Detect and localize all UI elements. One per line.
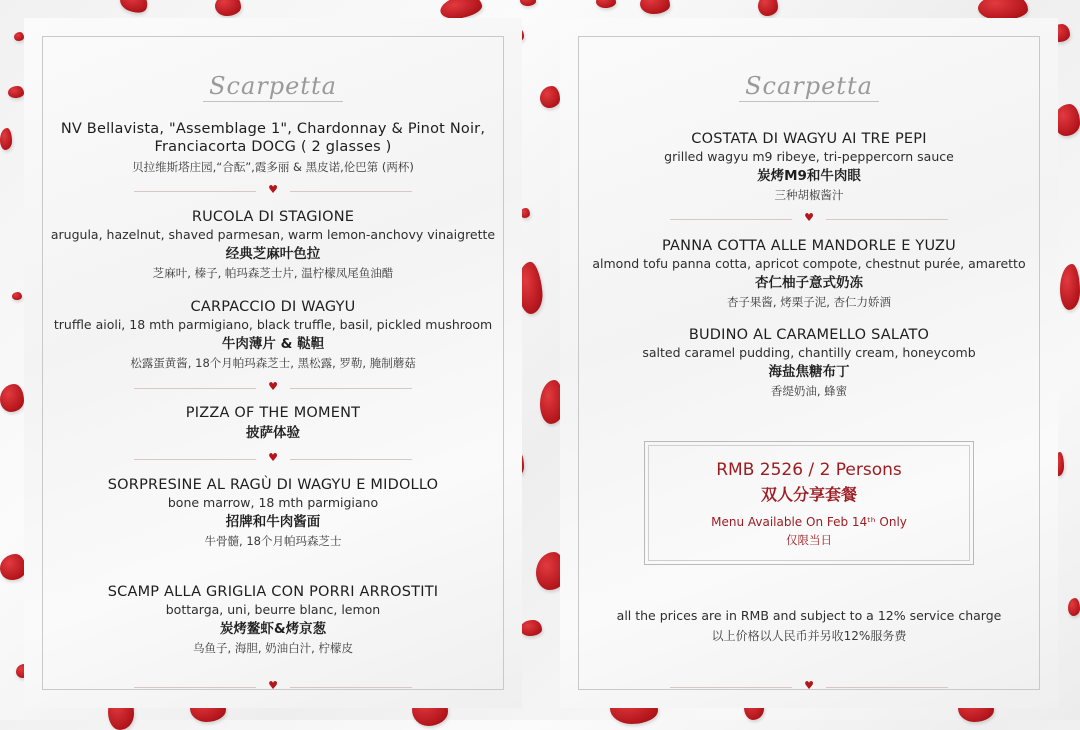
rose-petal-decoration: [215, 0, 241, 16]
course-cn-desc: 芝麻叶, 榛子, 帕玛森芝士片, 温柠檬凤尾鱼油醋: [152, 266, 394, 280]
course-cn-title: 炭烤鳌虾&烤京葱: [219, 621, 327, 637]
heart-icon: ♥: [268, 380, 278, 393]
course-cn-title: 牛肉薄片 & 鞑靼: [221, 336, 325, 352]
rose-petal-decoration: [978, 0, 1028, 20]
rose-petal-decoration: [117, 0, 150, 16]
divider: [670, 679, 948, 692]
course-cn-desc: 三种胡椒酱汁: [774, 188, 844, 202]
rose-petal-decoration: [0, 554, 26, 580]
brand-logo: Scarpetta: [24, 72, 522, 100]
heart-icon: ♥: [804, 679, 814, 692]
course-panna-cotta: [580, 237, 1038, 311]
wine-title-line2: Franciacorta DOCG ( 2 glasses ): [154, 139, 392, 155]
wine-cn: 贝拉维斯塔庄园,“合酝”,霞多丽 & 黑皮诺,伦巴第 (两杯): [132, 160, 414, 174]
rose-petal-decoration: [1060, 264, 1080, 310]
rose-petal-decoration: [1068, 598, 1080, 616]
course-cn-title: 招牌和牛肉酱面: [225, 514, 321, 530]
price-box: [644, 441, 974, 565]
divider: [670, 211, 948, 224]
menu-card-right: [560, 18, 1058, 708]
service-charge-cn: 以上价格以人民币并另收12%服务费: [711, 629, 907, 643]
course-title: BUDINO AL CARAMELLO SALATO: [688, 327, 930, 343]
course-title: RUCOLA DI STAGIONE: [191, 209, 355, 225]
course-cn-title: 披萨体验: [246, 425, 300, 441]
course-title: SCAMP ALLA GRIGLIA CON PORRI ARROSTITI: [107, 584, 439, 600]
wine-title-line1: NV Bellavista, "Assemblage 1", Chardonnay & Pinot Noir,: [60, 121, 486, 137]
rose-petal-decoration: [540, 86, 560, 108]
heart-icon: ♥: [268, 183, 278, 196]
availability-note: Menu Available On Feb 14ᵗʰ Only: [711, 515, 907, 529]
course-cn-title: 海盐焦糖布丁: [768, 364, 850, 380]
course-desc: grilled wagyu m9 ribeye, tri-peppercorn sauce: [664, 149, 954, 164]
rose-petal-decoration: [0, 384, 24, 412]
divider: [134, 380, 412, 393]
course-cn-desc: 松露蛋黄酱, 18个月帕玛森芝士, 黑松露, 罗勒, 腌制蘑菇: [130, 356, 416, 370]
availability-note-cn: 仅限当日: [786, 533, 832, 547]
course-rucola: [44, 208, 502, 282]
course-cn-desc: 乌鱼子, 海胆, 奶油白汁, 柠檬皮: [193, 641, 353, 655]
course-desc: almond tofu panna cotta, apricot compote, chestnut purée, amaretto: [592, 256, 1026, 271]
rose-petal-decoration: [640, 0, 670, 14]
course-cn-title: 炭烤M9和牛肉眼: [757, 168, 861, 184]
course-carpaccio: [44, 298, 502, 372]
course-cn-desc: 香缇奶油, 蜂蜜: [770, 384, 848, 398]
course-pizza: [44, 404, 502, 443]
rose-petal-decoration: [8, 86, 24, 98]
rose-petal-decoration: [520, 0, 536, 6]
course-desc: arugula, hazelnut, shaved parmesan, warm lemon-anchovy vinaigrette: [50, 227, 496, 242]
course-costata: [580, 130, 1038, 204]
service-charge-note: [580, 606, 1038, 646]
rose-petal-decoration: [520, 620, 542, 636]
rose-petal-decoration: [596, 0, 616, 8]
menu-card-left: [24, 18, 522, 708]
heart-icon: ♥: [804, 211, 814, 224]
course-title: PANNA COTTA ALLE MANDORLE E YUZU: [662, 238, 956, 254]
course-cn-desc: 杏子果酱, 烤栗子泥, 杏仁力娇酒: [726, 295, 892, 309]
rose-petal-decoration: [0, 128, 12, 150]
rose-petal-decoration: [12, 292, 22, 300]
course-cn-title: 杏仁柚子意式奶冻: [755, 275, 863, 291]
course-budino: [580, 326, 1038, 400]
divider: [134, 679, 412, 692]
rose-petal-decoration: [14, 32, 24, 41]
course-title: PIZZA OF THE MOMENT: [185, 405, 361, 421]
divider: [134, 183, 412, 196]
course-desc: bone marrow, 18 mth parmigiano: [167, 495, 379, 510]
course-title: SORPRESINE AL RAGÙ DI WAGYU E MIDOLLO: [107, 477, 439, 493]
service-charge-en: all the prices are in RMB and subject to a 12% service charge: [616, 608, 1002, 623]
course-scampi: [44, 583, 502, 657]
course-desc: bottarga, uni, beurre blanc, lemon: [165, 602, 381, 617]
divider: [134, 451, 412, 464]
wine-pairing: [44, 120, 502, 176]
course-cn-desc: 牛骨髓, 18个月帕玛森芝士: [204, 534, 342, 548]
rose-petal-decoration: [758, 0, 778, 16]
heart-icon: ♥: [268, 679, 278, 692]
course-desc: truffle aioli, 18 mth parmigiano, black truffle, basil, pickled mushroom: [53, 317, 493, 332]
course-cn-title: 经典芝麻叶色拉: [225, 246, 321, 262]
set-price-cn: 双人分享套餐: [760, 485, 857, 504]
course-title: COSTATA DI WAGYU AI TRE PEPI: [691, 131, 927, 147]
course-desc: salted caramel pudding, chantilly cream, honeycomb: [642, 345, 976, 360]
brand-logo: Scarpetta: [560, 72, 1058, 100]
course-title: CARPACCIO DI WAGYU: [190, 299, 356, 315]
course-sorpresine: [44, 476, 502, 550]
heart-icon: ♥: [268, 451, 278, 464]
set-price: RMB 2526 / 2 Persons: [716, 460, 902, 480]
